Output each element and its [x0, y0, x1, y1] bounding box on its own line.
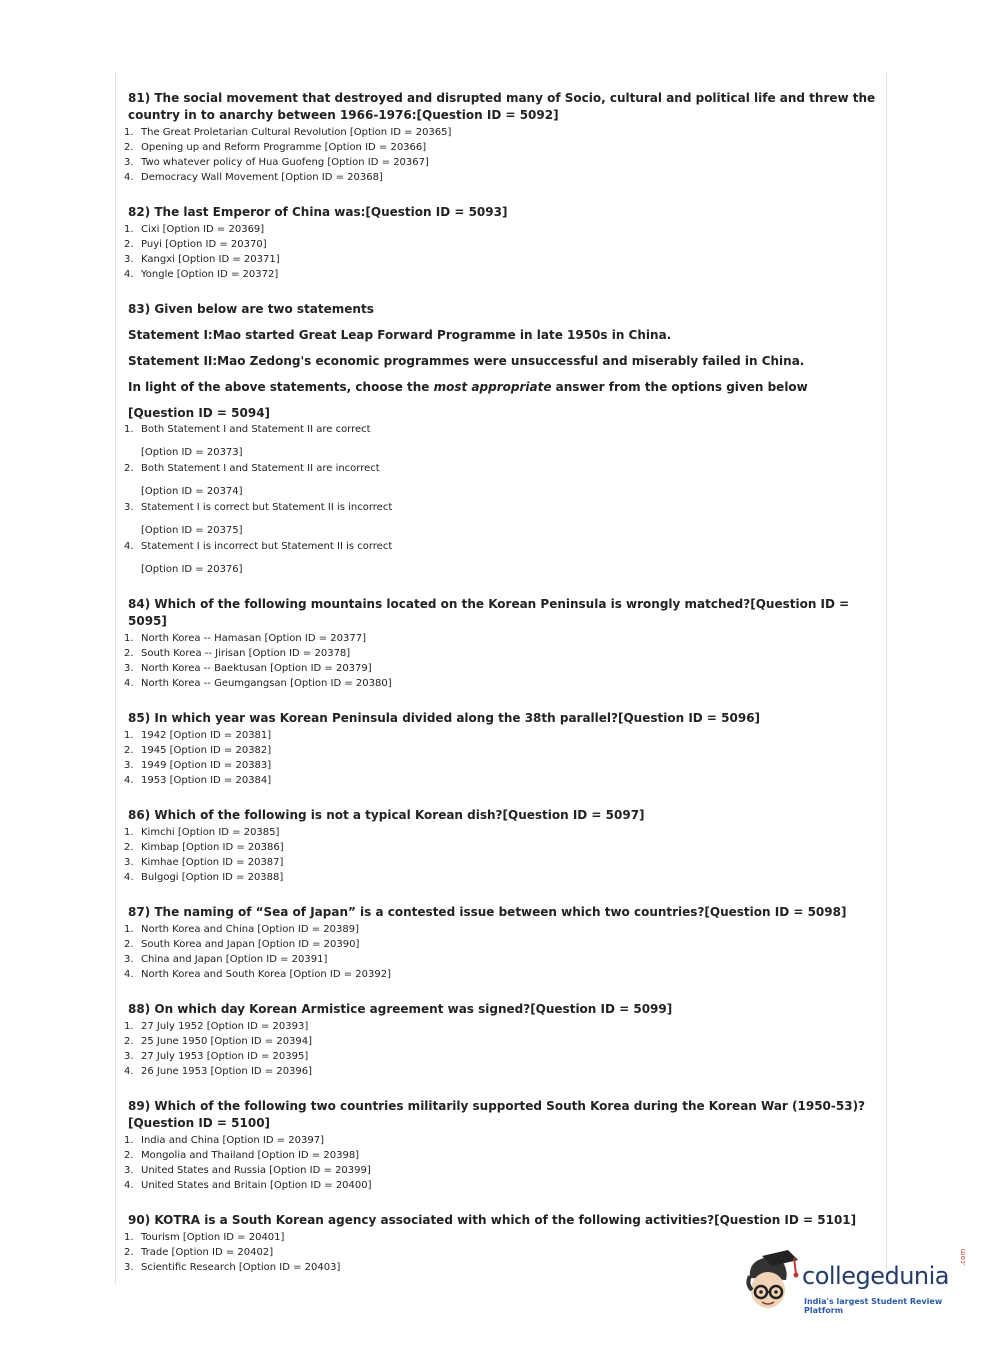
question-title: 85) In which year was Korean Peninsula divided along the 38th parallel?[Question ID = 5096] — [128, 711, 761, 725]
option-list — [124, 631, 876, 691]
option-item: 1. 1942 [Option ID = 20381] — [124, 730, 272, 741]
logo-wordmark: collegedunia — [802, 1262, 950, 1290]
option-id: [Option ID = 20374] — [141, 486, 243, 497]
option-list — [124, 728, 876, 788]
option-item: 2. Kimbap [Option ID = 20386] — [124, 842, 284, 853]
question-88 — [124, 1001, 876, 1079]
option-item: 1. Both Statement I and Statement II are correct [Option ID = 20373] — [124, 422, 876, 460]
option-item: 4. Statement I is incorrect but Statement II is correct [Option ID = 20376] — [124, 539, 876, 577]
option-item: 3. Two whatever policy of Hua Guofeng [Option ID = 20367] — [124, 157, 429, 168]
question-87 — [124, 904, 876, 982]
question-id: [Question ID = 5094] — [128, 406, 271, 420]
option-item: 2. 25 June 1950 [Option ID = 20394] — [124, 1036, 313, 1047]
option-item: 2. South Korea and Japan [Option ID = 20390] — [124, 939, 360, 950]
logo-tagline: India's largest Student Review Platform — [804, 1297, 943, 1315]
option-item: 4. Democracy Wall Movement [Option ID = 20368] — [124, 172, 383, 183]
option-item: 1. Cixi [Option ID = 20369] — [124, 224, 265, 235]
statement-2: Statement II:Mao Zedong's economic programmes were unsuccessful and miserably failed in China. — [128, 354, 805, 368]
option-item: 1. North Korea -- Hamasan [Option ID = 20377] — [124, 633, 366, 644]
option-item: 3. North Korea -- Baektusan [Option ID = 20379] — [124, 663, 372, 674]
option-item: 3. Scientific Research [Option ID = 20403] — [124, 1262, 341, 1273]
option-item: 3. China and Japan [Option ID = 20391] — [124, 954, 328, 965]
option-item: 2. Both Statement I and Statement II are incorrect [Option ID = 20374] — [124, 461, 876, 499]
option-item: 1. 27 July 1952 [Option ID = 20393] — [124, 1021, 309, 1032]
question-83 — [124, 301, 876, 577]
option-item: 1. The Great Proletarian Cultural Revolution [Option ID = 20365] — [124, 127, 452, 138]
option-item: 4. Yongle [Option ID = 20372] — [124, 269, 279, 280]
option-id: [Option ID = 20375] — [141, 525, 243, 536]
option-item: 3. United States and Russia [Option ID = 20399] — [124, 1165, 371, 1176]
option-list — [124, 825, 876, 885]
option-item: 3. Statement I is correct but Statement II is incorrect [Option ID = 20375] — [124, 500, 876, 538]
option-id: [Option ID = 20373] — [141, 447, 243, 458]
option-item: 1. India and China [Option ID = 20397] — [124, 1135, 325, 1146]
question-86 — [124, 807, 876, 885]
question-title: 82) The last Emperor of China was:[Question ID = 5093] — [128, 205, 508, 219]
question-89 — [124, 1098, 876, 1193]
question-instruction: In light of the above statements, choose the most appropriate answer from the options given below — [128, 380, 808, 394]
option-item: 2. 1945 [Option ID = 20382] — [124, 745, 272, 756]
question-title: 88) On which day Korean Armistice agreement was signed?[Question ID = 5099] — [128, 1002, 673, 1016]
option-item: 4. United States and Britain [Option ID = 20400] — [124, 1180, 372, 1191]
question-82 — [124, 204, 876, 282]
question-85 — [124, 710, 876, 788]
question-title: 83) Given below are two statements — [128, 302, 374, 316]
option-list — [124, 422, 876, 577]
option-item: 3. Kimhae [Option ID = 20387] — [124, 857, 284, 868]
collegedunia-logo — [742, 1250, 972, 1314]
question-84 — [124, 596, 876, 691]
mascot-icon — [742, 1250, 800, 1314]
option-list — [124, 125, 876, 185]
option-item: 2. Mongolia and Thailand [Option ID = 20398] — [124, 1150, 360, 1161]
question-81 — [124, 90, 876, 185]
question-title: 90) KOTRA is a South Korean agency associated with which of the following activities?[Question ID = 5101] — [128, 1213, 857, 1227]
option-list — [124, 1133, 876, 1193]
option-item: 4. Bulgogi [Option ID = 20388] — [124, 872, 284, 883]
option-item: 3. 1949 [Option ID = 20383] — [124, 760, 272, 771]
question-title: 89) Which of the following two countries militarily supported South Korea during the Korean War (1950-53)?[Question ID = 5100] — [128, 1099, 866, 1130]
question-title: 86) Which of the following is not a typical Korean dish?[Question ID = 5097] — [128, 808, 645, 822]
option-item: 3. Kangxi [Option ID = 20371] — [124, 254, 280, 265]
option-item: 4. 26 June 1953 [Option ID = 20396] — [124, 1066, 313, 1077]
option-item: 4. 1953 [Option ID = 20384] — [124, 775, 272, 786]
option-list — [124, 222, 876, 282]
option-item: 1. North Korea and China [Option ID = 20389] — [124, 924, 359, 935]
question-list — [124, 90, 876, 1294]
option-item: 3. 27 July 1953 [Option ID = 20395] — [124, 1051, 309, 1062]
question-title: 84) Which of the following mountains located on the Korean Peninsula is wrongly matched?[Question ID = 5095] — [128, 597, 850, 628]
statement-1: Statement I:Mao started Great Leap Forward Programme in late 1950s in China. — [128, 328, 672, 342]
question-title: 87) The naming of “Sea of Japan” is a contested issue between which two countries?[Question ID = 5098] — [128, 905, 847, 919]
option-item: 1. Tourism [Option ID = 20401] — [124, 1232, 285, 1243]
option-id: [Option ID = 20376] — [141, 564, 243, 575]
logo-suffix: .com — [959, 1248, 967, 1266]
option-item: 2. Puyi [Option ID = 20370] — [124, 239, 267, 250]
question-title: 81) The social movement that destroyed and disrupted many of Socio, cultural and political life and threw the country in to anarchy between 1966-1976:[Question ID = 5092] — [128, 91, 876, 122]
option-item: 4. North Korea and South Korea [Option ID = 20392] — [124, 969, 391, 980]
option-item: 2. Trade [Option ID = 20402] — [124, 1247, 274, 1258]
option-item: 1. Kimchi [Option ID = 20385] — [124, 827, 280, 838]
option-list — [124, 1019, 876, 1079]
option-item: 2. South Korea -- Jirisan [Option ID = 20378] — [124, 648, 351, 659]
option-list — [124, 922, 876, 982]
option-item: 2. Opening up and Reform Programme [Option ID = 20366] — [124, 142, 427, 153]
option-item: 4. North Korea -- Geumgangsan [Option ID = 20380] — [124, 678, 392, 689]
